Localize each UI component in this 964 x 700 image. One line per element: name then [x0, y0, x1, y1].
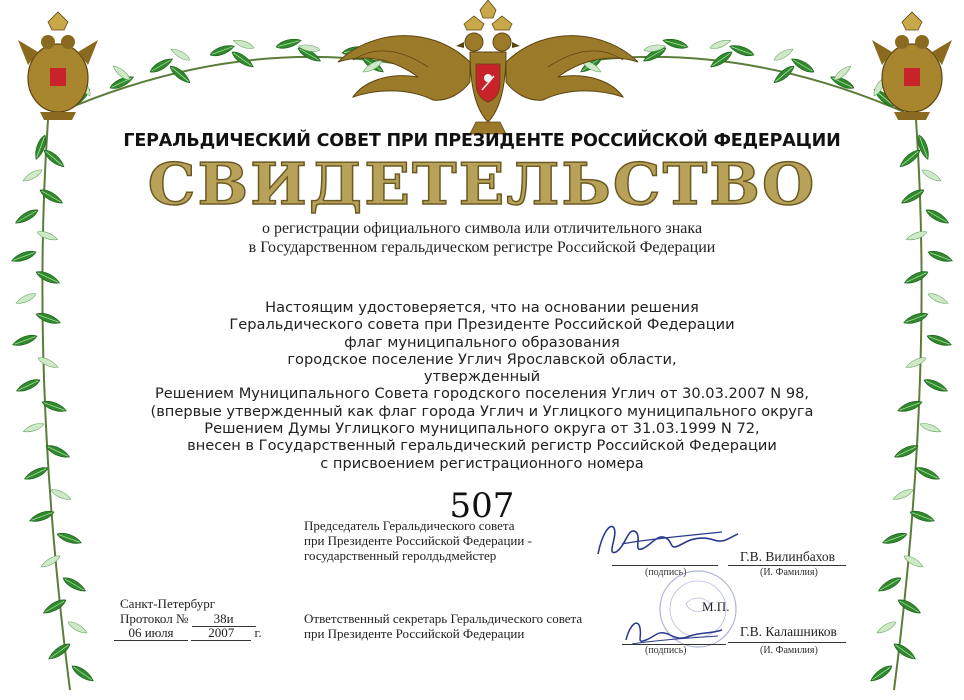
body-line: утвержденный	[423, 368, 541, 386]
body-line: Геральдического совета при Президенте Российской Федерации	[229, 316, 735, 334]
left-corner-eagle-icon	[18, 12, 98, 120]
secretary-title-line: Ответственный секретарь Геральдического совета	[304, 611, 583, 626]
subtitle-line: о регистрации официального символа или отличительного знака	[261, 220, 703, 237]
protocol-city: Санкт-Петербург	[120, 596, 216, 611]
body-line: Решением Думы Углицкого муниципального округа от 31.03.1999 N 72,	[204, 420, 760, 438]
chairman-title-line: Председатель Геральдического совета	[304, 518, 515, 533]
body-line: Настоящим удостоверяется, что на основании решения	[265, 299, 699, 316]
certificate-body	[0, 299, 964, 472]
chairman-title-line: государственный геролдьдмейстер	[304, 548, 497, 563]
body-line: (впервые утвержденный как флаг города Углич и Углицкого муниципального округа	[150, 402, 814, 420]
seal-label: М.П.	[702, 599, 730, 614]
registration-number: 507	[449, 486, 515, 526]
subtitle-line: в Государственном геральдическом регистре Российской Федерации	[248, 239, 716, 256]
chairman-name: Г.В. Вилинбахов	[740, 549, 836, 564]
chairman-signature-icon	[592, 514, 742, 566]
body-line: Решением Муниципального Совета городского поселения Углич от 30.03.2007 N 98,	[154, 385, 810, 403]
certificate-title: СВИДЕТЕЛЬСТВО	[147, 151, 817, 219]
secretary-name: Г.В. Калашников	[740, 624, 837, 639]
chairman-title-line: при Президенте Российской Федерации -	[304, 533, 532, 548]
certificate-subtitle	[0, 219, 964, 257]
council-heading: ГЕРАЛЬДИЧЕСКИЙ СОВЕТ ПРИ ПРЕЗИДЕНТЕ РОССИЙСКОЙ ФЕДЕРАЦИИ	[123, 131, 841, 151]
chairman-title	[304, 518, 532, 563]
protocol-date-row	[114, 625, 262, 641]
secretary-title	[304, 611, 582, 641]
body-line: городское поселение Углич Ярославской области,	[287, 350, 677, 368]
secretary-title-line: при Президенте Российской Федерации	[304, 626, 525, 641]
body-line: с присвоением регистрационного номера	[320, 454, 644, 472]
chairman-name-line	[728, 565, 846, 566]
chairman-signature-caption: (подпись)	[645, 567, 687, 578]
protocol-year-suffix: г.	[254, 625, 262, 640]
secretary-name-caption: (И. Фамилия)	[760, 645, 818, 656]
protocol-number: 38и	[192, 611, 256, 627]
secretary-signature-caption: (подпись)	[645, 645, 687, 656]
protocol-date: 06 июля	[114, 625, 188, 641]
body-line: внесен в Государственный геральдический регистр Российской Федерации	[187, 437, 777, 455]
protocol-label: Протокол №	[120, 611, 189, 626]
protocol-year: 2007	[191, 625, 251, 641]
chairman-signature-line	[612, 565, 718, 566]
body-line: флаг муниципального образования	[344, 333, 620, 351]
secretary-name-line	[728, 642, 846, 643]
chairman-name-caption: (И. Фамилия)	[760, 567, 818, 578]
